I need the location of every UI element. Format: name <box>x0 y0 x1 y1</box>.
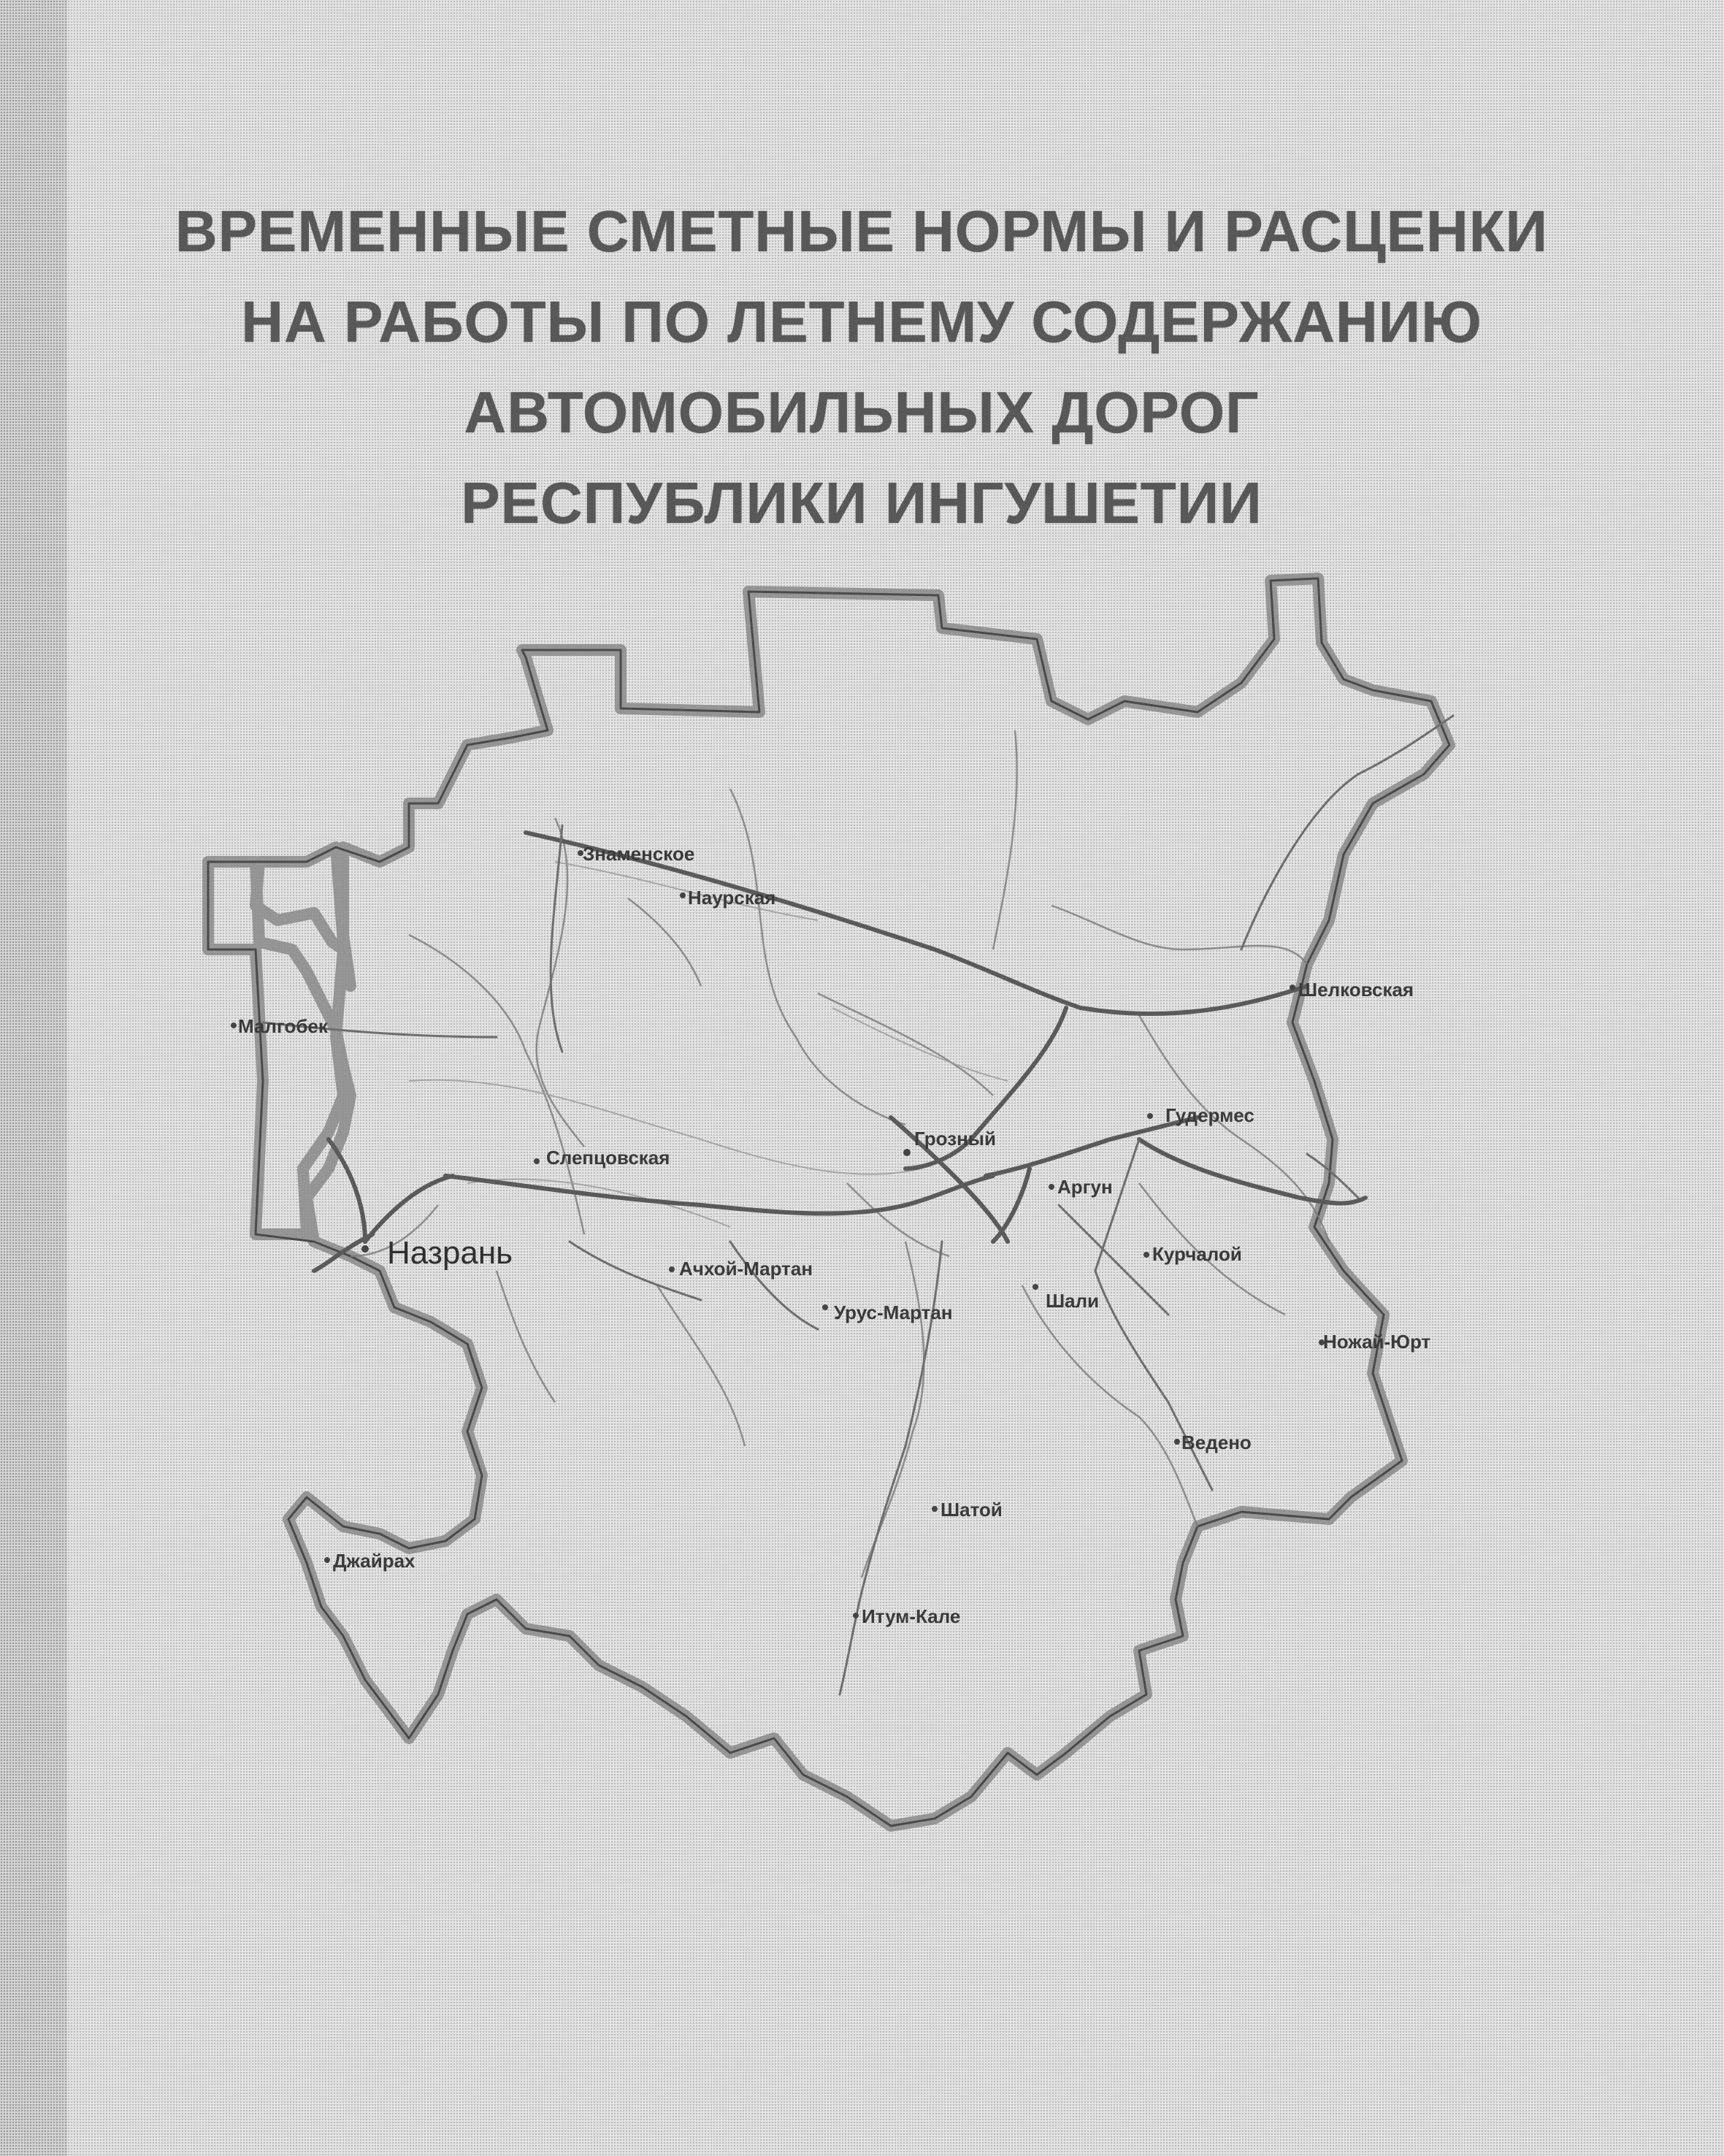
label-malgobek: Малгобек <box>238 1015 328 1037</box>
label-sleptsovskaya: Слепцовская <box>546 1147 670 1169</box>
label-shatoy: Шатой <box>940 1499 1003 1521</box>
label-achkhoy-martan: Ачхой-Мартан <box>679 1258 813 1280</box>
label-vedeno: Ведено <box>1181 1431 1252 1453</box>
title-line-1: ВРЕМЕННЫЕ СМЕТНЫЕ НОРМЫ И РАСЦЕНКИ <box>175 199 1549 264</box>
label-nazran: Назрань <box>387 1235 513 1271</box>
label-shelkovskaya: Шелковская <box>1298 979 1414 1001</box>
label-gudermes: Гудермес <box>1165 1104 1254 1126</box>
label-itum-kale: Итум-Кале <box>862 1605 961 1627</box>
title-line-2: НА РАБОТЫ ПО ЛЕТНЕМУ СОДЕРЖАНИЮ <box>241 289 1482 354</box>
label-naurskaya: Наурская <box>688 887 776 909</box>
label-nozhay-yurt: Ножай-Юрт <box>1323 1331 1431 1353</box>
title-line-3: АВТОМОБИЛЬНЫХ ДОРОГ <box>464 380 1260 445</box>
label-dzhayrakh: Джайрах <box>333 1550 415 1572</box>
label-znamenskoe: Знаменское <box>583 843 695 865</box>
label-shali: Шали <box>1046 1290 1100 1312</box>
region-border <box>208 578 1449 1826</box>
title-line-4: РЕСПУБЛИКИ ИНГУШЕТИИ <box>461 470 1263 535</box>
rivers <box>409 862 1008 1227</box>
label-kurchaloy: Курчалой <box>1152 1243 1242 1265</box>
label-argun: Аргун <box>1057 1176 1113 1198</box>
label-urus-martan: Урус-Мартан <box>834 1301 953 1323</box>
place-markers <box>231 850 1325 1618</box>
label-grozny: Грозный <box>914 1128 996 1150</box>
main-roads <box>314 833 1365 1271</box>
region-border-inner <box>208 578 1449 1826</box>
